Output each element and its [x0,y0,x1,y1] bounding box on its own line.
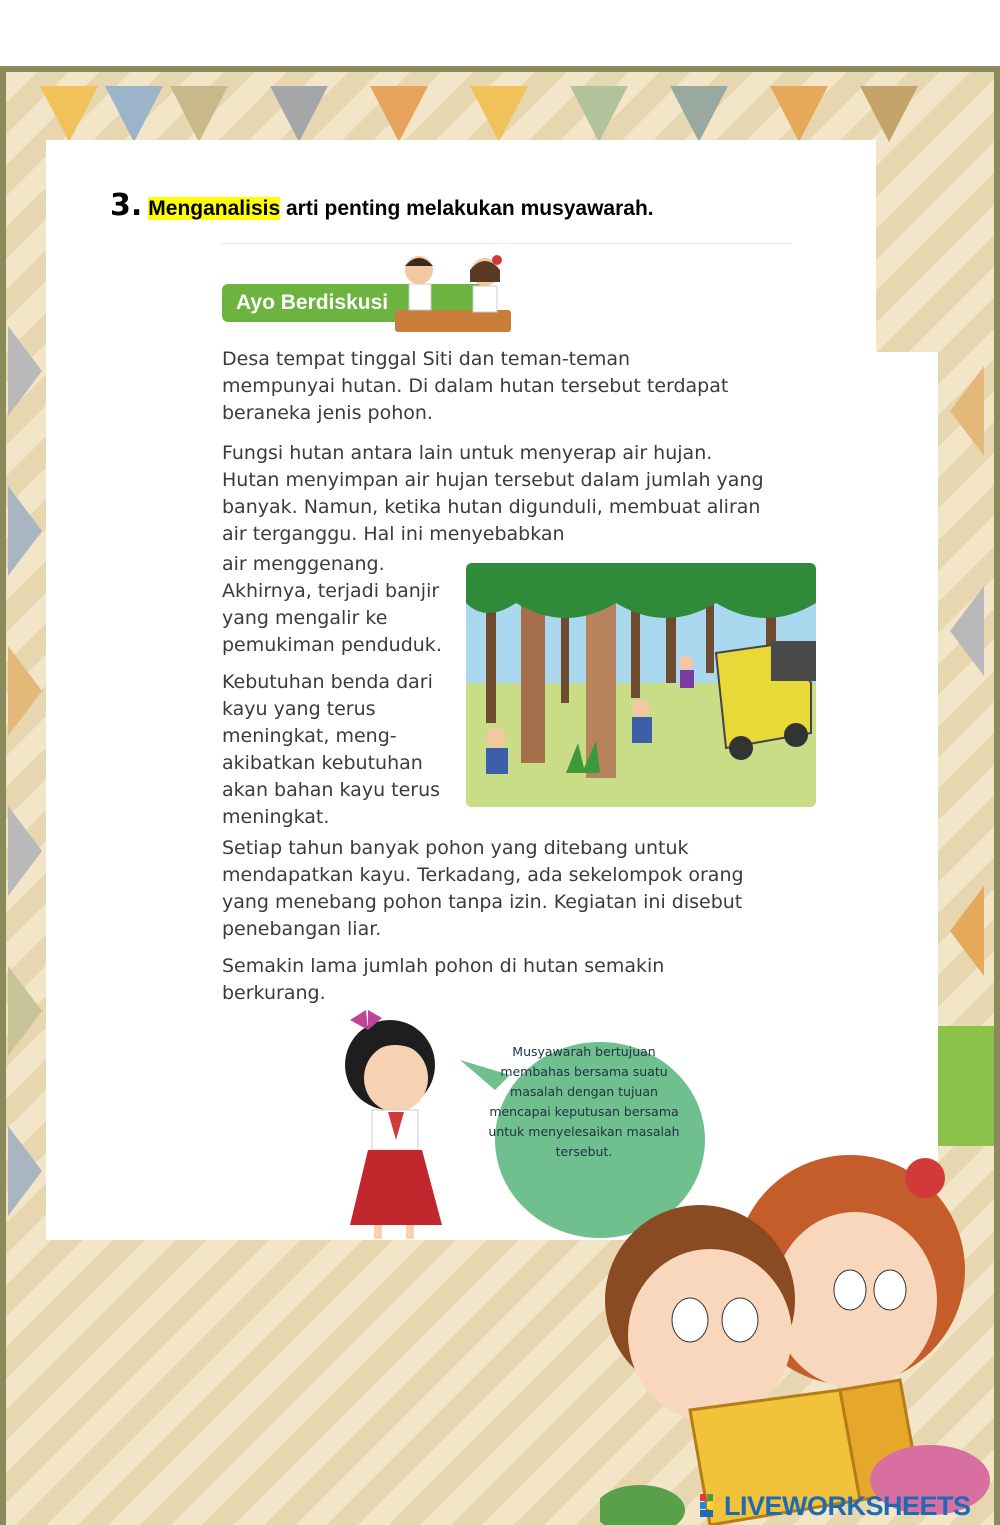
paragraph-2: Fungsi hutan antara lain untuk menyerap air hujan. Hutan menyimpan air hujan tersebut dalam jumlah yang banyak. Namun, ketika hutan digunduli, membuat aliran air terganggu. Hal ini menyebabkan [222,442,764,545]
paragraph-4: Setiap tahun banyak pohon yang ditebang untuk mendapatkan kayu. Terkadang, ada sekelompok orang yang menebang pohon tanpa izin. Kegiatan ini disebut penebangan liar. [222,837,744,940]
paragraph-2-tail: air menggenang. Akhirnya, terjadi banjir yang mengalir ke pemukiman penduduk. [222,553,442,656]
liveworksheets-logo[interactable] [700,1492,971,1520]
brand-text: LIVEWORKSHEETS [724,1490,971,1521]
question-number: 3. [110,188,143,223]
bunting-flag-icon [860,86,918,142]
question-line [110,188,654,223]
paragraph-3: Kebutuhan benda dari kayu yang terus meningkat, meng-akibatkan kebutuhan akan bahan kayu terus meningkat. [222,671,441,828]
bunting-flag-icon [770,86,828,142]
bunting-flag-icon [570,86,628,142]
side-pennant-icon [950,366,984,456]
bunting-flag-icon [470,86,528,142]
question-highlighted-word: Menganalisis [148,197,281,220]
girl-character-illustration [330,1000,460,1240]
worksheet-paper-extension [876,352,938,1172]
side-pennant-icon [8,326,42,416]
side-pennant-icon [950,886,984,976]
bunting-flag-icon [270,86,328,142]
bunting-flag-icon [40,86,98,142]
bunting-flag-icon [670,86,728,142]
side-pennant-icon [8,966,42,1056]
bunting-flag-icon [105,86,163,142]
discussing-kids-illustration [393,252,513,338]
side-pennant-icon [8,486,42,576]
logging-forest-illustration [466,563,816,807]
bunting-flag-icon [370,86,428,142]
divider [220,243,792,244]
section-label-pill: Ayo Berdiskusi [222,284,490,322]
side-pennant-icon [8,806,42,896]
bunting-flag-icon [170,86,228,142]
side-pennant-icon [950,586,984,676]
side-pennant-icon [8,1126,42,1216]
speech-bubble-text: Musyawarah bertujuan membahas bersama suatu masalah dengan tujuan mencapai keputusan bersama untuk menyelesaikan masalah tersebut. [488,1044,680,1159]
paragraph-5: Semakin lama jumlah pohon di hutan semakin berkurang. [222,955,665,1004]
reading-kids-illustration [600,1150,1000,1525]
paragraph-1: Desa tempat tinggal Siti dan teman-teman mempunyai hutan. Di dalam hutan tersebut terdapat beraneka jenis pohon. [222,348,729,424]
liveworksheets-icon [700,1494,720,1518]
side-pennant-icon [8,646,42,736]
green-window-decoration [935,1026,994,1146]
question-text: arti penting melakukan musyawarah. [280,197,654,220]
